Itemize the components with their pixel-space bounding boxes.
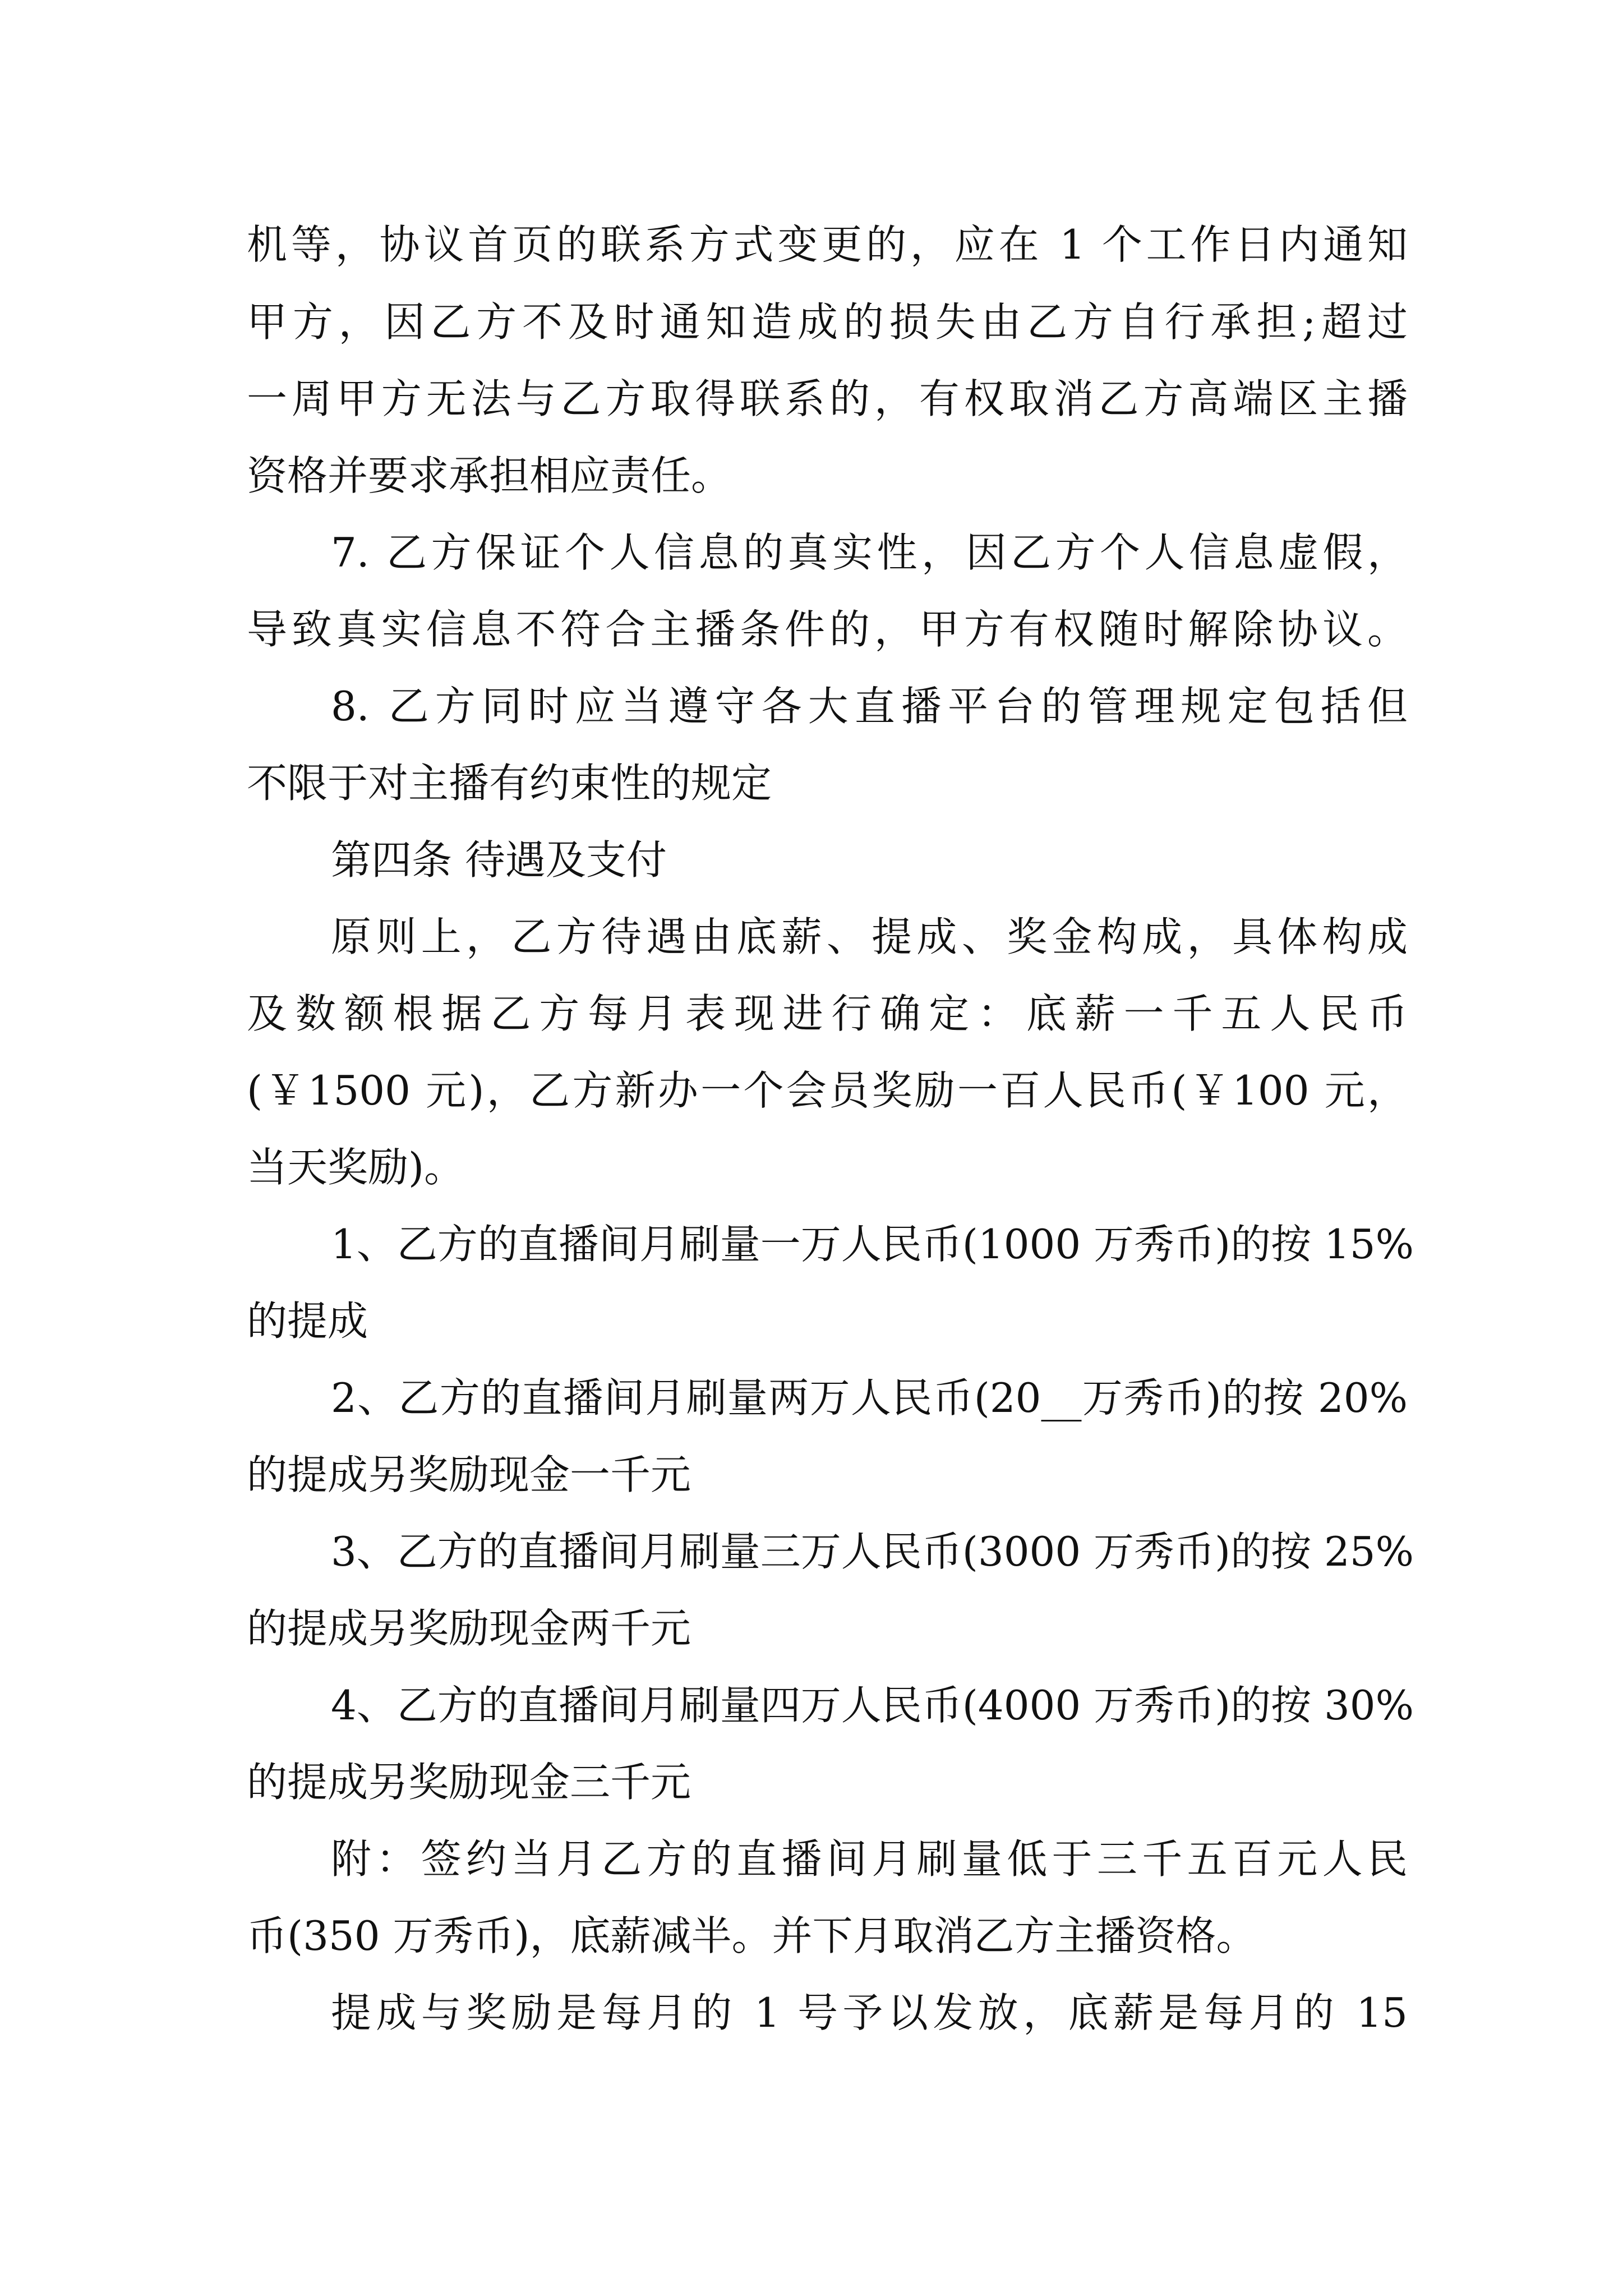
- text-line: 导致真实信息不符合主播条件的，甲方有权随时解除协议。: [247, 606, 1408, 653]
- text-line: 当天奖励)。: [247, 1144, 465, 1191]
- text-line: 甲方，因乙方不及时通知造成的损失由乙方自行承担;超过: [247, 298, 1408, 346]
- text-line: 8. 乙方同时应当遵守各大直播平台的管理规定包括但: [331, 683, 1408, 730]
- text-line: 1、乙方的直播间月刷量一万人民币(1000 万秀币)的按 15%: [331, 1221, 1414, 1268]
- text-line: 的提成: [247, 1297, 368, 1345]
- text-line: 3、乙方的直播间月刷量三万人民币(3000 万秀币)的按 25%: [331, 1528, 1414, 1575]
- text-line: (￥1500 元)，乙方新办一个会员奖励一百人民币(￥100 元，: [247, 1067, 1408, 1114]
- text-line: 及数额根据乙方每月表现进行确定：底薪一千五人民币: [247, 990, 1408, 1037]
- text-line: 不限于对主播有约束性的规定: [247, 760, 772, 807]
- text-line: 的提成另奖励现金两千元: [247, 1605, 691, 1652]
- section-heading: 第四条 待遇及支付: [331, 836, 667, 884]
- text-line: 一周甲方无法与乙方取得联系的，有权取消乙方高端区主播: [247, 375, 1408, 422]
- text-line: 4、乙方的直播间月刷量四万人民币(4000 万秀币)的按 30%: [331, 1682, 1414, 1729]
- text-line: 币(350 万秀币)，底薪减半。并下月取消乙方主播资格。: [247, 1912, 1257, 1959]
- text-line: 原则上，乙方待遇由底薪、提成、奖金构成，具体构成: [331, 913, 1408, 960]
- text-line: 机等，协议首页的联系方式变更的，应在 1 个工作日内通知: [247, 221, 1408, 268]
- text-line: 2、乙方的直播间月刷量两万人民币(20__万秀币)的按 20%: [331, 1374, 1408, 1421]
- text-line: 资格并要求承担相应责任。: [247, 452, 732, 499]
- text-line: 的提成另奖励现金三千元: [247, 1759, 691, 1806]
- text-line: 附：签约当月乙方的直播间月刷量低于三千五百元人民: [331, 1835, 1408, 1883]
- text-line: 的提成另奖励现金一千元: [247, 1451, 691, 1498]
- text-line: 提成与奖励是每月的 1 号予以发放，底薪是每月的 15: [331, 1989, 1408, 2036]
- text-line: 7. 乙方保证个人信息的真实性，因乙方个人信息虚假，: [331, 529, 1408, 576]
